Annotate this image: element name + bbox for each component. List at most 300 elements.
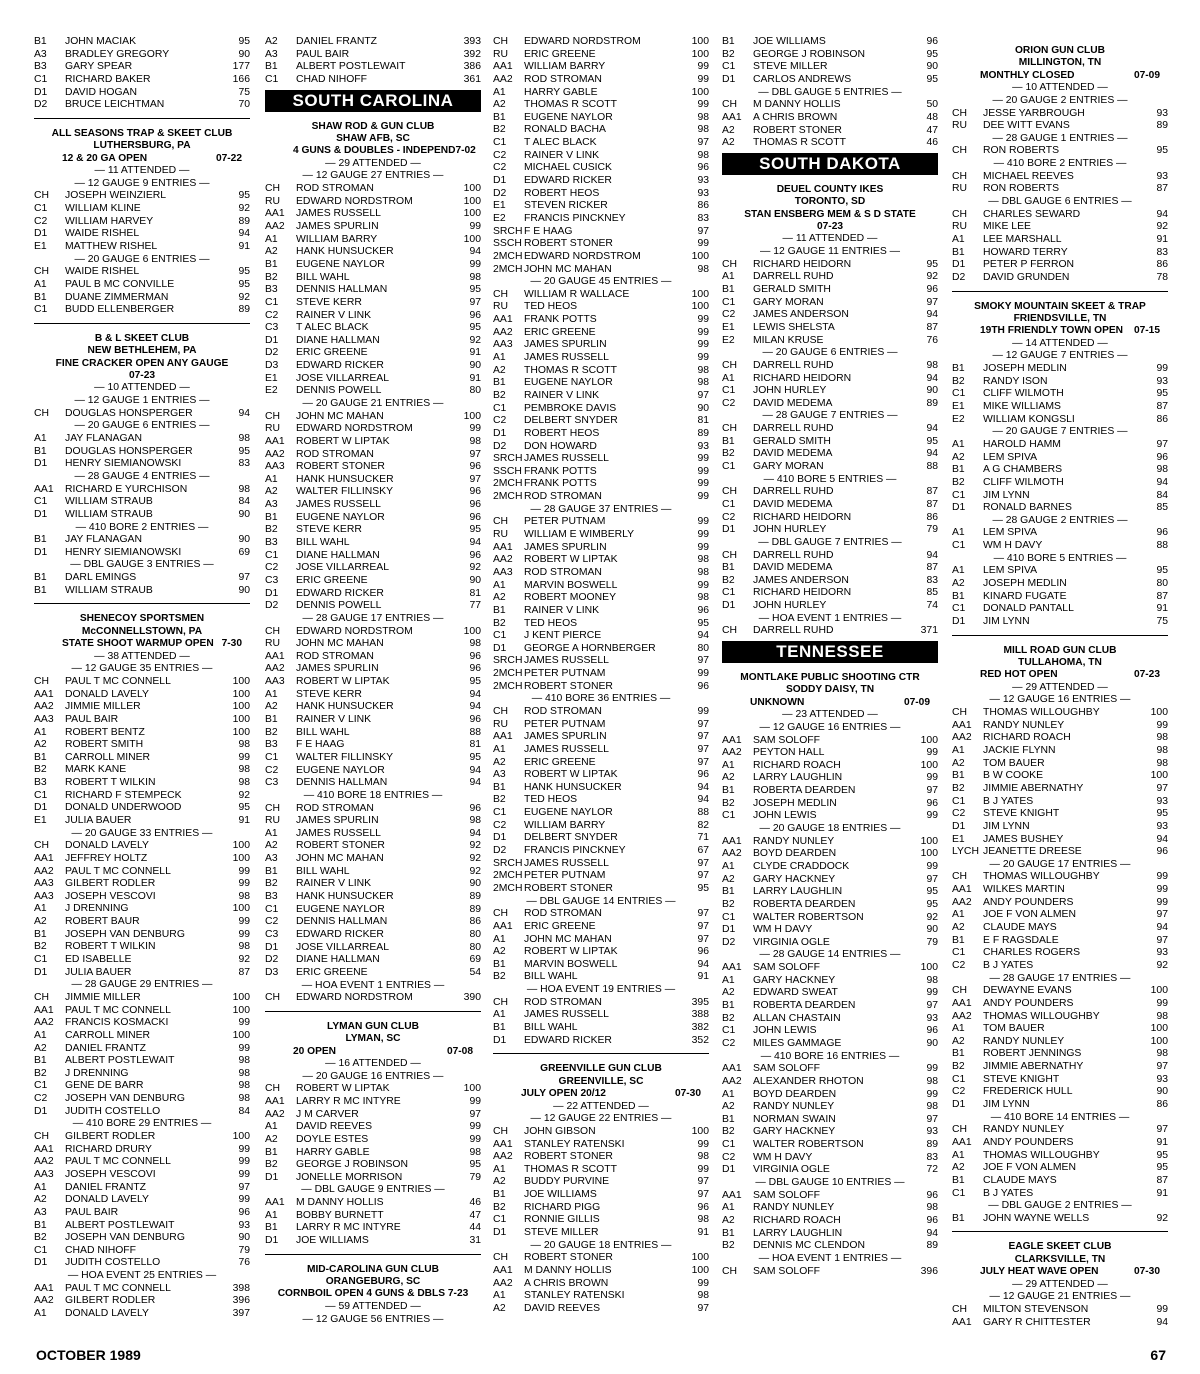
shooter-name: EDWARD RICKER [296, 360, 384, 372]
shooter-name: ALBERT POSTLEWAIT [65, 1055, 175, 1067]
score: 86 [1156, 413, 1168, 425]
shooter-name: JOSEPH VESCOVI [65, 1168, 156, 1180]
club-header [722, 184, 938, 234]
score: 97 [697, 389, 709, 401]
shooter-name: ERIC GREENE [296, 574, 368, 586]
score: 393 [463, 36, 481, 47]
score: 89 [238, 215, 250, 227]
result-row [722, 36, 938, 49]
class-code: C1 [34, 73, 48, 85]
event-date: 07-09 [903, 696, 930, 708]
result-row [34, 941, 250, 954]
event-header: — 410 BORE 36 ENTRIES — [531, 693, 671, 705]
class-code: B1 [34, 928, 47, 940]
shooter-name: JOHN WAYNE WELLS [983, 1212, 1090, 1224]
score: 95 [697, 882, 709, 894]
shooter-name: ROD STROMAN [524, 996, 602, 1008]
score: 99 [697, 516, 709, 528]
result-row [265, 246, 481, 259]
shooter-name: RICHARD F STEMPECK [65, 789, 182, 801]
result-row [34, 878, 250, 891]
score: 98 [697, 592, 709, 604]
result-row [722, 486, 938, 499]
result-row [34, 1106, 250, 1119]
shooter-name: ERIC GREENE [524, 326, 596, 338]
class-code: B1 [34, 572, 47, 584]
event-header: — HOA EVENT 1 ENTRIES — [758, 1252, 902, 1264]
result-row [722, 899, 938, 912]
result-row [265, 727, 481, 740]
score: 47 [926, 124, 938, 136]
shooter-name: WAIDE RISHEL [65, 228, 140, 240]
class-code: C2 [493, 149, 507, 161]
class-code: 2MCH [493, 250, 523, 262]
score: 99 [469, 1133, 481, 1145]
score: 96 [926, 1025, 938, 1037]
class-code: A2 [34, 739, 47, 751]
score: 99 [697, 73, 709, 85]
event-date-line [265, 1046, 481, 1058]
score: 91 [238, 240, 250, 252]
result-row [493, 643, 709, 656]
class-code: AA1 [493, 314, 513, 326]
score: 86 [1156, 1099, 1168, 1110]
score: 99 [697, 706, 709, 717]
class-code: D2 [265, 347, 279, 359]
score: 96 [1156, 451, 1168, 463]
club-header-line: MID-CAROLINA GUN CLUB [306, 1263, 440, 1275]
class-code: AA3 [34, 878, 54, 890]
class-code: D3 [265, 360, 279, 372]
class-code: CH [952, 985, 968, 997]
result-row [493, 858, 709, 871]
shooter-name: BILL WAHL [296, 726, 350, 738]
score: 97 [1156, 1124, 1168, 1136]
result-row [34, 739, 250, 752]
class-code: CH [722, 99, 738, 111]
score: 90 [697, 402, 709, 414]
class-code: C1 [265, 296, 279, 308]
class-code: B2 [952, 782, 965, 794]
class-code: CH [493, 1252, 509, 1264]
score: 90 [926, 61, 938, 73]
class-code: B2 [722, 898, 735, 910]
shooter-name: EUGENE NAYLOR [524, 377, 613, 389]
score: 99 [238, 1042, 250, 1054]
shooter-name: WILKES MARTIN [983, 884, 1065, 896]
club-header [265, 1021, 481, 1058]
result-row [722, 1038, 938, 1051]
class-code: AA3 [493, 566, 513, 578]
result-row [265, 562, 481, 575]
score: 81 [469, 739, 481, 751]
shooter-name: SAM SOLOFF [753, 962, 820, 974]
shooter-name: DANIEL FRANTZ [65, 1181, 147, 1193]
event-header: — 20 GAUGE 33 ENTRIES — [71, 827, 213, 839]
score: 96 [926, 284, 938, 295]
result-row [493, 997, 709, 1010]
score: 98 [238, 1067, 250, 1079]
result-row [493, 580, 709, 593]
score: 31 [469, 1235, 481, 1247]
shooter-name: ROD STROMAN [524, 908, 602, 920]
score: 96 [469, 461, 481, 473]
score: 99 [238, 1017, 250, 1029]
score: 100 [232, 675, 250, 687]
class-code: C2 [34, 1093, 48, 1105]
score: 95 [238, 190, 250, 202]
result-row [265, 777, 481, 790]
result-row [265, 310, 481, 323]
shooter-name: HENRY SIEMIANOWSKI [65, 546, 182, 558]
result-row [493, 706, 709, 719]
score: 95 [1156, 808, 1168, 820]
result-row [722, 848, 938, 861]
result-row [952, 183, 1168, 196]
score: 100 [232, 1029, 250, 1041]
score: 88 [469, 726, 481, 738]
result-row [952, 1086, 1168, 1099]
score: 386 [463, 61, 481, 73]
class-code: A1 [265, 233, 278, 245]
score: 99 [926, 1088, 938, 1100]
section-divider [952, 291, 1168, 292]
result-row [34, 408, 250, 421]
shooter-name: LARRY LAUGHLIN [753, 772, 843, 784]
result-row [265, 196, 481, 209]
shooter-name: MICHAEL REEVES [983, 170, 1074, 182]
shooter-name: RICHARD HEIDORN [753, 511, 852, 523]
result-row [493, 226, 709, 239]
class-code: E1 [722, 321, 735, 333]
class-code: C2 [265, 309, 279, 321]
class-code: D1 [34, 802, 48, 814]
score: 97 [697, 137, 709, 149]
result-row [265, 385, 481, 398]
class-code: CH [722, 359, 738, 371]
result-row [722, 335, 938, 348]
score: 97 [469, 448, 481, 460]
score: 100 [691, 1252, 709, 1264]
class-code: B2 [265, 726, 278, 738]
result-row [722, 99, 938, 112]
result-row [952, 796, 1168, 809]
result-row [265, 942, 481, 955]
score: 97 [469, 1108, 481, 1120]
score: 98 [1156, 1010, 1168, 1022]
result-row [722, 785, 938, 798]
score: 92 [469, 865, 481, 877]
event-header: — 29 ATTENDED — [325, 157, 421, 169]
shooter-name: RANDY ISON [983, 375, 1048, 387]
score: 100 [232, 713, 250, 725]
score: 78 [1156, 271, 1168, 283]
shooter-name: SAM SOLOFF [753, 1189, 820, 1201]
shooter-name: THOMAS R SCOTT [524, 1163, 617, 1175]
class-code: C2 [722, 511, 736, 523]
shooter-name: FRANK POTTS [524, 478, 597, 490]
shooter-name: ROBERT STONER [753, 124, 842, 136]
event-header: — 12 GAUGE 22 ENTRIES — [530, 1113, 672, 1125]
result-row [34, 764, 250, 777]
class-code: C1 [952, 603, 966, 615]
result-row [265, 208, 481, 221]
result-row [34, 992, 250, 1005]
club-header [265, 121, 481, 158]
score: 47 [469, 1209, 481, 1221]
club-header [34, 128, 250, 165]
result-row [265, 1147, 481, 1160]
result-row [493, 61, 709, 74]
score: 90 [238, 534, 250, 546]
shooter-name: TED HEOS [524, 794, 578, 806]
result-row [34, 777, 250, 790]
shooter-name: WM H DAVY [753, 924, 813, 936]
shooter-name: J M CARVER [296, 1108, 359, 1120]
result-row [34, 1194, 250, 1207]
score: 99 [697, 478, 709, 490]
result-row [952, 871, 1168, 884]
class-code: A1 [722, 974, 735, 986]
shooter-name: A CHRIS BROWN [753, 111, 838, 123]
score: 97 [697, 920, 709, 932]
shooter-name: GILBERT RODLER [65, 1131, 156, 1143]
score: 91 [697, 1226, 709, 1238]
score: 79 [926, 524, 938, 536]
shooter-name: ALBERT POSTLEWAIT [296, 61, 406, 73]
shooter-name: THOMAS R SCOTT [753, 137, 846, 149]
result-row [722, 861, 938, 874]
shooter-name: EDWARD NORDSTROM [524, 250, 641, 262]
result-row [493, 289, 709, 302]
score: 95 [1156, 1162, 1168, 1174]
result-row [265, 1121, 481, 1134]
class-code: B1 [493, 781, 506, 793]
shooter-name: J DRENNING [65, 903, 129, 915]
event-date: 07-15 [1133, 325, 1160, 337]
shooter-name: DARL EMINGS [65, 572, 137, 584]
score: 90 [1156, 1086, 1168, 1098]
score: 87 [1156, 183, 1168, 195]
score: 88 [1156, 540, 1168, 552]
class-code: E1 [952, 833, 965, 845]
shooter-name: CHARLES SEWARD [983, 208, 1081, 220]
class-code: D1 [722, 924, 736, 936]
class-code: C2 [493, 415, 507, 427]
score: 99 [926, 810, 938, 822]
result-row [34, 1156, 250, 1169]
event-name: 12 & 20 GA OPEN [62, 152, 148, 164]
score: 98 [697, 149, 709, 161]
event-header: — 12 GAUGE 56 ENTRIES — [302, 1313, 444, 1325]
class-code: B1 [952, 934, 965, 946]
class-code: AA1 [34, 483, 54, 495]
shooter-name: WALTER ROBERTSON [753, 1139, 864, 1151]
shooter-name: PETER PUTNAM [524, 718, 606, 730]
class-code: C2 [952, 959, 966, 971]
shooter-name: WILLIAM KONGSLI [983, 413, 1075, 425]
class-code: C1 [952, 1073, 966, 1085]
result-row [722, 398, 938, 411]
score: 90 [469, 878, 481, 890]
shooter-name: A CHRIS BROWN [524, 1277, 609, 1289]
shooter-name: WAIDE RISHEL [65, 266, 140, 278]
shooter-name: JOHN LEWIS [753, 810, 817, 822]
class-code: C2 [952, 808, 966, 820]
result-row [493, 1252, 709, 1265]
class-code: A3 [265, 853, 278, 865]
shooter-name: PETER PUTNAM [524, 870, 606, 882]
class-code: D1 [265, 941, 279, 953]
class-code: CH [952, 107, 968, 119]
score: 95 [1156, 145, 1168, 157]
class-code: C2 [34, 215, 48, 227]
class-code: A2 [265, 246, 278, 258]
result-row [722, 259, 938, 272]
shooter-name: ANDY POUNDERS [983, 896, 1074, 908]
score: 97 [1156, 909, 1168, 921]
club-header-line: DEUEL COUNTY IKES [776, 183, 884, 195]
event-header: — 11 ATTENDED — [782, 233, 878, 245]
shooter-name: ROD STROMAN [296, 448, 374, 460]
section-divider [265, 1011, 481, 1012]
score: 100 [463, 1083, 481, 1095]
result-row [722, 1101, 938, 1114]
class-code: AA1 [34, 852, 54, 864]
result-row [34, 1043, 250, 1056]
shooter-name: PAUL T MC CONNELL [65, 675, 171, 687]
score: 95 [469, 322, 481, 334]
shooter-name: JAMES SPURLIN [524, 339, 607, 351]
result-row [952, 1304, 1168, 1317]
shooter-name: RON ROBERTS [983, 183, 1060, 195]
shooter-name: DON HOWARD [524, 440, 597, 452]
result-row [722, 1076, 938, 1089]
score: 80 [1156, 578, 1168, 590]
shooter-name: SAM SOLOFF [753, 734, 820, 746]
result-row [952, 846, 1168, 859]
result-row [493, 124, 709, 137]
score: 81 [697, 415, 709, 427]
class-code: CH [265, 183, 281, 195]
shooter-name: EUGENE NAYLOR [296, 903, 385, 915]
result-row [34, 266, 250, 279]
score: 99 [1156, 896, 1168, 908]
shooter-name: SAM SOLOFF [753, 1063, 820, 1075]
score: 100 [232, 1004, 250, 1016]
class-code: AA1 [493, 1138, 513, 1150]
score: 97 [697, 1189, 709, 1201]
shooter-name: ROD STROMAN [296, 183, 374, 195]
score: 94 [469, 764, 481, 776]
shooter-name: JULIA BAUER [65, 966, 132, 978]
shooter-name: CLIFF WILMOTH [983, 388, 1064, 400]
score: 94 [926, 423, 938, 435]
result-row [493, 630, 709, 643]
result-row [265, 765, 481, 778]
shooter-name: RONALD BARNES [983, 502, 1072, 514]
result-row [493, 49, 709, 62]
score: 84 [238, 1105, 250, 1117]
class-code: AA2 [493, 1277, 513, 1289]
event-header: — 20 GAUGE 18 ENTRIES — [759, 823, 901, 835]
class-code: A1 [34, 903, 47, 915]
shooter-name: RAINER V LINK [524, 389, 600, 401]
result-row [493, 1265, 709, 1278]
score: 100 [1150, 770, 1168, 782]
shooter-name: RANDY NUNLEY [753, 1101, 835, 1113]
shooter-name: DARRELL RUHD [753, 625, 834, 637]
score: 87 [1156, 590, 1168, 602]
result-row [952, 783, 1168, 796]
result-row [265, 297, 481, 310]
result-row [265, 49, 481, 62]
class-code: A2 [722, 1214, 735, 1226]
shooter-name: GENE DE BARR [65, 1080, 144, 1092]
score: 95 [926, 258, 938, 270]
event-header: — 59 ATTENDED — [325, 1300, 421, 1312]
result-row [493, 352, 709, 365]
score: 100 [463, 233, 481, 245]
shooter-name: JOSEPH VAN DENBURG [65, 928, 185, 940]
class-code: C2 [265, 764, 279, 776]
event-header: — 410 BORE 16 ENTRIES — [760, 1050, 900, 1062]
score: 95 [926, 435, 938, 447]
result-row [34, 802, 250, 815]
score: 79 [926, 936, 938, 948]
score: 75 [238, 86, 250, 98]
shooter-name: B J YATES [983, 795, 1034, 807]
class-code: A1 [34, 1029, 47, 1041]
class-code: A1 [493, 933, 506, 945]
shooter-name: CHAD NIHOFF [296, 73, 367, 85]
class-code: B2 [265, 524, 278, 536]
class-code: AA1 [952, 997, 972, 1009]
score: 93 [926, 1012, 938, 1024]
class-code: B1 [265, 714, 278, 726]
result-row [34, 49, 250, 62]
class-code: A1 [493, 352, 506, 364]
result-row [493, 668, 709, 681]
result-row [265, 360, 481, 373]
event-header: — 410 BORE 29 ENTRIES — [72, 1118, 212, 1130]
result-row [952, 477, 1168, 490]
shooter-name: DANIEL FRANTZ [296, 36, 378, 47]
shooter-name: MARVIN BOSWELL [524, 579, 618, 591]
class-code: D2 [34, 99, 48, 111]
score: 97 [697, 743, 709, 755]
class-code: B2 [493, 617, 506, 629]
shooter-name: CARROLL MINER [65, 751, 151, 763]
event-name: MONTHLY CLOSED [980, 69, 1075, 81]
shooter-name: RICHARD HEIDORN [753, 587, 852, 599]
score: 390 [463, 992, 481, 1004]
class-code: E1 [952, 401, 965, 412]
score: 96 [469, 714, 481, 726]
class-code: A2 [34, 916, 47, 928]
result-row [34, 929, 250, 942]
class-code: C1 [34, 954, 48, 966]
score: 94 [1156, 833, 1168, 845]
shooter-name: JOE F VON ALMEN [983, 1162, 1076, 1174]
shooter-name: RICHARD ROACH [753, 1214, 841, 1226]
shooter-name: WILLIAM KLINE [65, 203, 141, 215]
score: 94 [1156, 1316, 1168, 1328]
score: 92 [238, 954, 250, 966]
result-row [265, 638, 481, 651]
class-code: AA1 [952, 884, 972, 896]
score: 99 [697, 541, 709, 553]
